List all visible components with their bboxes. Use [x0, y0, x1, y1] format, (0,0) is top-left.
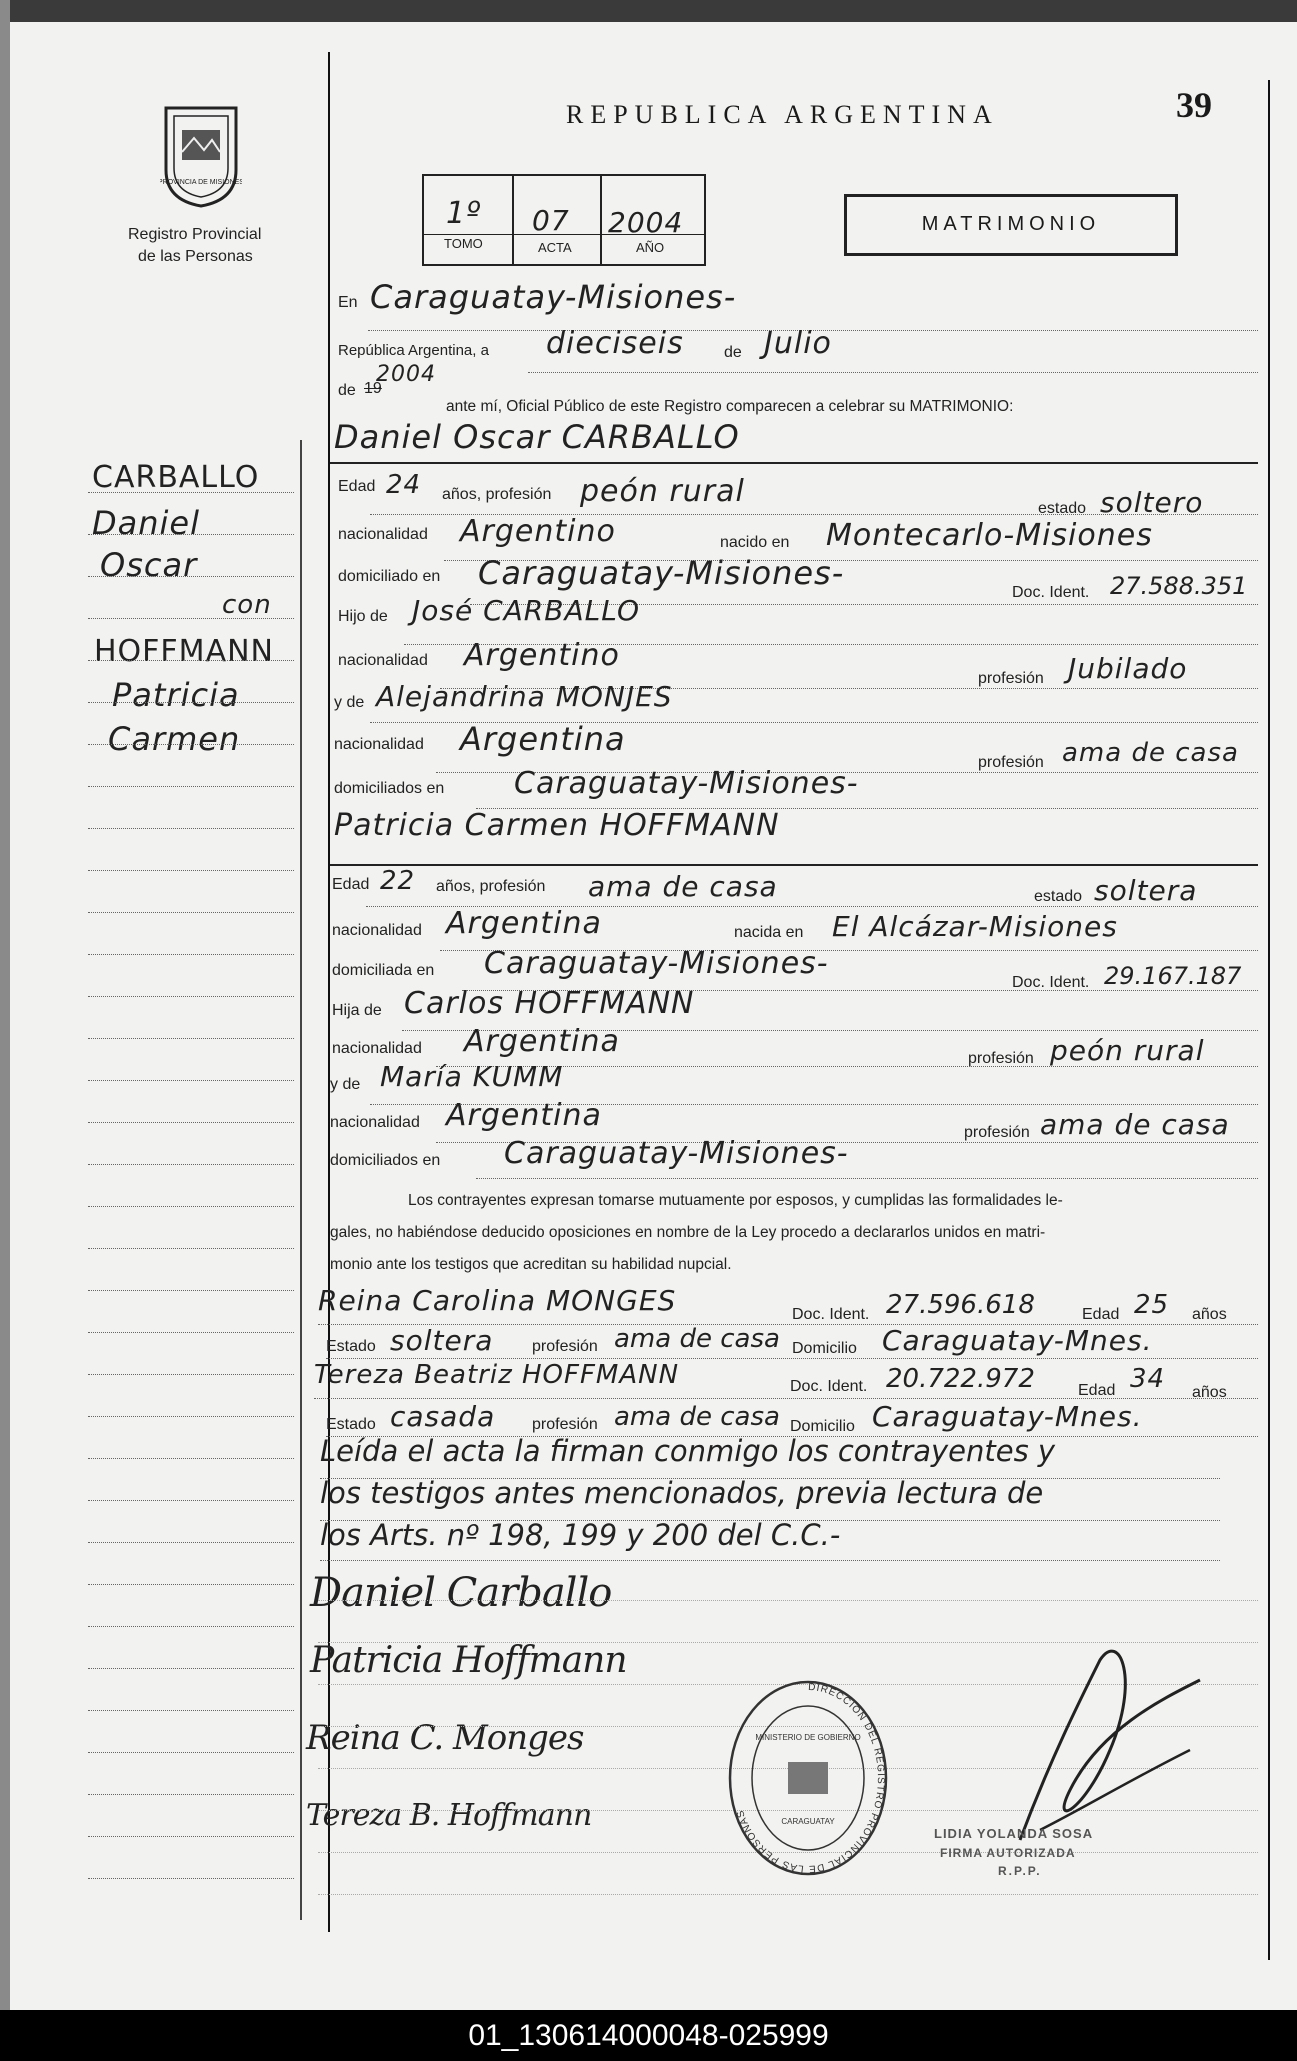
signature-groom: Daniel Carballo [310, 1570, 612, 1616]
groom-status: soltero [1100, 486, 1204, 519]
acta-label: ACTA [538, 240, 572, 255]
document-type-box [844, 194, 1178, 256]
label: Domicilio [792, 1340, 857, 1357]
page-number: 39 [1176, 85, 1212, 125]
acta-value: 07 [532, 204, 570, 237]
witness2-name: Tereza Beatriz HOFFMANN [314, 1360, 680, 1390]
label: nacida en [734, 924, 804, 941]
stamp-inner-text: MINISTERIO DE GOBIERNO [755, 1733, 861, 1742]
scan-left-edge [0, 0, 10, 2010]
margin-rule [88, 1500, 294, 1501]
label: estado [1038, 500, 1087, 517]
margin-rule [88, 1542, 294, 1543]
signature-rule [318, 1894, 1258, 1895]
label: nacionalidad [338, 652, 428, 669]
margin-rule [88, 954, 294, 955]
margin-rule [88, 1794, 294, 1795]
label: nacionalidad [330, 1114, 420, 1131]
bride-mother-profession: ama de casa [1040, 1108, 1230, 1141]
label: profesión [978, 754, 1044, 771]
label: estado [1034, 888, 1083, 905]
witness2-domicile: Caraguatay-Mnes. [872, 1400, 1143, 1433]
margin-column-border [300, 440, 302, 1920]
bride-father-profession: peón rural [1050, 1034, 1205, 1067]
witness2-status: casada [390, 1400, 496, 1433]
official-title: FIRMA AUTORIZADA [940, 1846, 1076, 1860]
groom-birthplace: Montecarlo-Misiones [826, 518, 1153, 553]
margin-rule [88, 996, 294, 997]
witness1-domicile: Caraguatay-Mnes. [882, 1324, 1153, 1357]
signature-witness2: Tereza B. Hoffmann [306, 1798, 592, 1833]
groom-mother: Alejandrina MONJES [376, 680, 673, 713]
margin-rule [88, 1416, 294, 1417]
label: Domicilio [790, 1418, 855, 1435]
groom-mother-profession: ama de casa [1062, 738, 1239, 768]
label: profesión [968, 1050, 1034, 1067]
groom-father-nationality: Argentino [464, 638, 620, 673]
margin-line: Daniel [92, 504, 200, 542]
groom-name: Daniel Oscar CARBALLO [334, 418, 740, 456]
margin-rule [88, 1836, 294, 1837]
closing-line1: Leída el acta la firman conmigo los contrayentes y [320, 1434, 1056, 1468]
closing-line2: los testigos antes mencionados, previa lectura de [320, 1476, 1044, 1510]
margin-rule [88, 1752, 294, 1753]
label: años, profesión [436, 878, 546, 895]
label: Hijo de [338, 608, 388, 625]
margin-rule [88, 1458, 294, 1459]
groom-father-profession: Jubilado [1068, 652, 1188, 685]
witness2-profession: ama de casa [614, 1402, 780, 1432]
bride-nationality: Argentina [446, 906, 602, 941]
label: Doc. Ident. [790, 1378, 868, 1395]
bride-birthplace: El Alcázar-Misiones [832, 910, 1118, 943]
body-line2: gales, no habiéndose deducido oposiciones en nombre de la Ley procedo a declararlos unidos en matri- [330, 1224, 1046, 1241]
province-seal [160, 100, 242, 210]
bride-mother: María KUMM [380, 1060, 564, 1093]
stamp-ring-text: DIRECCION DEL REGISTRO PROVINCIAL DE LAS PERSONAS [734, 1681, 887, 1875]
republica-label: República Argentina, a [338, 342, 489, 359]
witness2-age: 34 [1130, 1364, 1166, 1394]
intro-month: Julio [764, 326, 832, 361]
label: nacionalidad [334, 736, 424, 753]
body-line3: monio ante los testigos que acreditan su habilidad nupcial. [330, 1256, 732, 1273]
document-type: MATRIMONIO [921, 213, 1101, 235]
comparecen-text: ante mí, Oficial Público de este Registro comparecen a celebrar su MATRIMONIO: [446, 398, 1014, 415]
margin-rule [88, 1710, 294, 1711]
record-box [422, 174, 706, 266]
label: Doc. Ident. [1012, 974, 1090, 991]
tomo-label: TOMO [444, 236, 483, 251]
scan-edge [0, 0, 1297, 22]
anio-value: 2004 [608, 206, 684, 239]
intro-place: Caraguatay-Misiones- [370, 278, 737, 316]
margin-rule [88, 1038, 294, 1039]
label: Estado [326, 1416, 376, 1433]
stamp-bottom-text: CARAGUATAY [781, 1817, 835, 1826]
registry-line1: Registro Provincial [128, 226, 262, 243]
margin-rule [88, 1374, 294, 1375]
margin-line: Carmen [108, 720, 241, 758]
label: y de [330, 1076, 361, 1093]
label: Edad [332, 876, 370, 893]
label: nacionalidad [332, 922, 422, 939]
margin-rule [88, 1206, 294, 1207]
margin-rule [88, 912, 294, 913]
label: Doc. Ident. [1012, 584, 1090, 601]
label: domiciliado en [338, 568, 441, 585]
witness1-profession: ama de casa [614, 1324, 780, 1354]
margin-rule [88, 1122, 294, 1123]
margin-rule [88, 618, 294, 619]
bride-status: soltera [1094, 874, 1198, 907]
bride-profession: ama de casa [588, 870, 778, 903]
bride-parents-domicile: Caraguatay-Misiones- [504, 1136, 849, 1171]
margin-rule [88, 786, 294, 787]
bride-domicile: Caraguatay-Misiones- [484, 946, 829, 981]
margin-rule [88, 702, 294, 703]
bride-father-nationality: Argentina [464, 1024, 620, 1059]
printed-year-prefix: 19 [364, 380, 382, 397]
bride-doc: 29.167.187 [1104, 962, 1242, 990]
intro-year: 2004 [376, 362, 436, 387]
de-year-label: de [338, 382, 356, 399]
groom-father: José CARBALLO [412, 594, 641, 627]
margin-rule [88, 1290, 294, 1291]
seal-text: PROVINCIA DE MISIONES [160, 179, 242, 186]
witness1-age: 25 [1134, 1290, 1170, 1320]
margin-rule [88, 492, 294, 493]
signature-rule [318, 1600, 1258, 1601]
en-label: En [338, 294, 358, 311]
margin-line: Patricia [112, 676, 240, 714]
label: Edad [1078, 1382, 1116, 1399]
margin-rule [88, 870, 294, 871]
label: domiciliados en [334, 780, 445, 797]
margin-rule [88, 1668, 294, 1669]
label: profesión [532, 1416, 598, 1433]
groom-parents-domicile: Caraguatay-Misiones- [514, 766, 859, 801]
tomo-value: 1º [446, 196, 482, 231]
label: profesión [964, 1124, 1030, 1141]
witness2-doc: 20.722.972 [886, 1364, 1035, 1394]
label: nacionalidad [338, 526, 428, 543]
label: domiciliada en [332, 962, 435, 979]
closing-line3: los Arts. nº 198, 199 y 200 del C.C.- [320, 1518, 841, 1552]
witness1-name: Reina Carolina MONGES [318, 1284, 677, 1317]
bride-father: Carlos HOFFMANN [404, 986, 695, 1021]
label: años, profesión [442, 486, 552, 503]
margin-rule [88, 534, 294, 535]
margin-rule [88, 1164, 294, 1165]
label: Doc. Ident. [792, 1306, 870, 1323]
anio-label: AÑO [636, 240, 665, 255]
country-title: REPUBLICA ARGENTINA [566, 100, 999, 129]
margin-rule [88, 1626, 294, 1627]
margin-rule [88, 1248, 294, 1249]
groom-profession: peón rural [580, 474, 745, 509]
margin-rule [88, 828, 294, 829]
label: Edad [1082, 1306, 1120, 1323]
official-stamp [726, 1678, 890, 1878]
groom-domicile: Caraguatay-Misiones- [478, 554, 845, 592]
groom-nationality: Argentino [460, 514, 616, 549]
groom-doc: 27.588.351 [1110, 572, 1248, 600]
bride-mother-nationality: Argentina [446, 1098, 602, 1133]
margin-rule [88, 1332, 294, 1333]
margin-line: CARBALLO [92, 460, 260, 495]
label: nacido en [720, 534, 790, 551]
margin-rule [88, 1584, 294, 1585]
label: y de [334, 694, 365, 711]
margin-rule [88, 1080, 294, 1081]
margin-line: HOFFMANN [94, 634, 274, 669]
margin-rule [88, 1878, 294, 1879]
label: años [1192, 1306, 1227, 1323]
signature-witness1: Reina C. Monges [306, 1718, 584, 1758]
label: Estado [326, 1338, 376, 1355]
label: Edad [338, 478, 376, 495]
margin-rule [88, 576, 294, 577]
right-border [1268, 80, 1270, 1960]
label: domiciliados en [330, 1152, 441, 1169]
groom-mother-nationality: Argentina [460, 720, 626, 758]
official-abbr: R.P.P. [998, 1864, 1042, 1878]
official-name: LIDIA YOLANDA SOSA [934, 1826, 1094, 1841]
intro-day: dieciseis [546, 326, 684, 361]
label: profesión [532, 1338, 598, 1355]
label: Hija de [332, 1002, 382, 1019]
registry-line2: de las Personas [138, 248, 253, 265]
margin-rule [88, 744, 294, 745]
body-line1: Los contrayentes expresan tomarse mutuamente por esposos, y cumplidas las formalidades le- [408, 1192, 1063, 1209]
bride-age: 22 [380, 866, 416, 896]
margin-line: con [222, 590, 272, 620]
witness1-status: soltera [390, 1324, 494, 1357]
de-label: de [724, 344, 742, 361]
label: profesión [978, 670, 1044, 687]
scan-footer-id: 01_130614000048-025999 [0, 2010, 1297, 2061]
label: nacionalidad [332, 1040, 422, 1057]
witness1-doc: 27.596.618 [886, 1290, 1035, 1320]
groom-age: 24 [386, 470, 422, 500]
bride-name: Patricia Carmen HOFFMANN [334, 808, 780, 843]
margin-rule [88, 660, 294, 661]
label: años [1192, 1384, 1227, 1401]
signature-bride: Patricia Hoffmann [310, 1640, 627, 1681]
margin-line: Oscar [100, 546, 198, 584]
